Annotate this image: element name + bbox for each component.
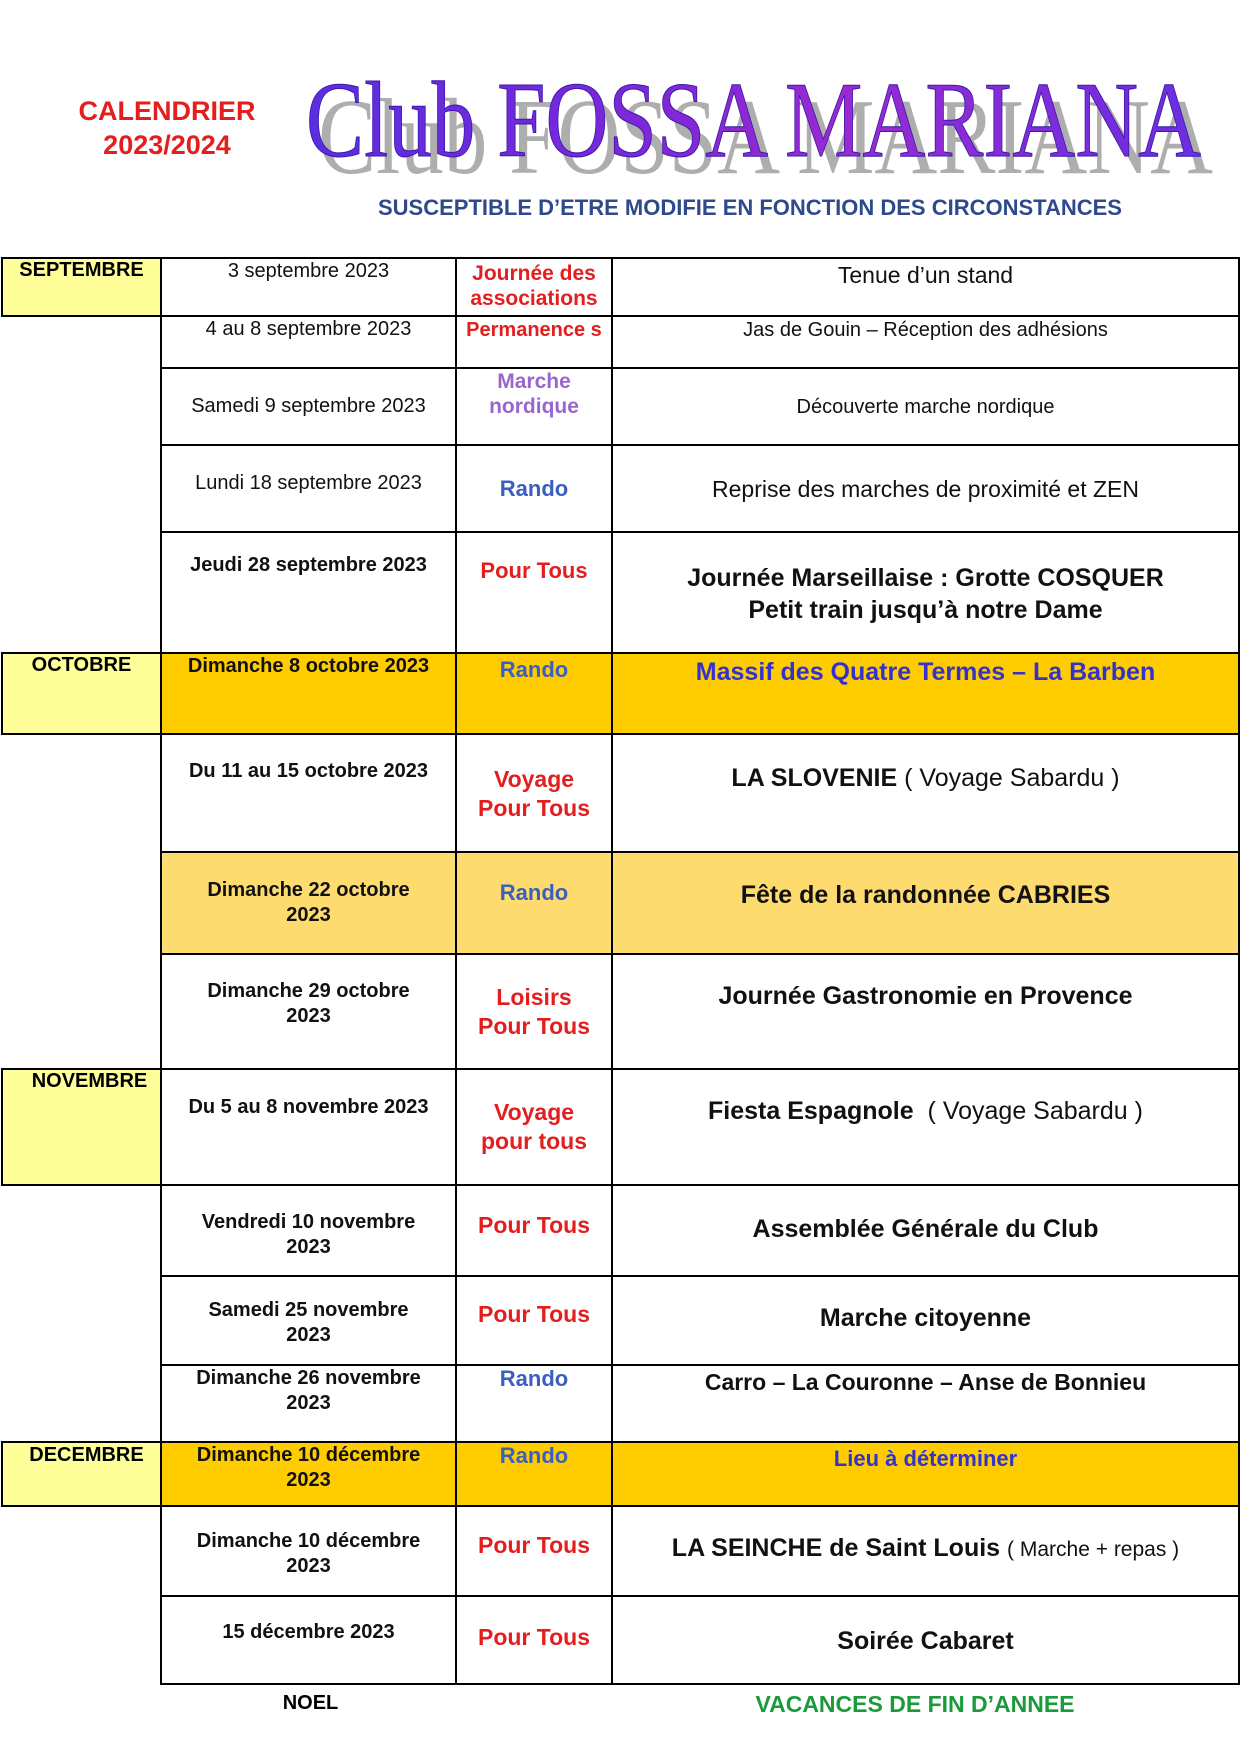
calendar-title bbox=[52, 94, 282, 162]
date-line: 2023 bbox=[286, 1469, 331, 1491]
event-title: Fiesta Espagnole bbox=[708, 1097, 914, 1125]
club-title-shadow: Club FOSSA MARIANA bbox=[318, 78, 1213, 197]
calendar-title-line2: 2023/2024 bbox=[103, 130, 231, 160]
event-cell: Massif des Quatre Termes – La Barben bbox=[612, 653, 1239, 734]
table-row bbox=[2, 1442, 1239, 1506]
category-cell: Rando bbox=[456, 1365, 612, 1442]
month-cell-empty bbox=[2, 1596, 161, 1684]
category-cell: Marche nordique bbox=[456, 368, 612, 445]
month-cell-empty bbox=[2, 532, 161, 653]
month-cell-empty bbox=[2, 1365, 161, 1442]
month-cell-empty bbox=[2, 445, 161, 532]
date-cell bbox=[161, 852, 456, 954]
event-cell: Carro – La Couronne – Anse de Bonnieu bbox=[612, 1365, 1239, 1442]
category-cell: Pour Tous bbox=[456, 1596, 612, 1684]
date-line: 2023 bbox=[286, 1555, 331, 1577]
date-cell: Jeudi 28 septembre 2023 bbox=[161, 532, 456, 653]
table-row bbox=[2, 316, 1239, 368]
table-row bbox=[2, 445, 1239, 532]
date-cell bbox=[161, 954, 456, 1069]
table-row bbox=[2, 368, 1239, 445]
date-line: 2023 bbox=[286, 1236, 331, 1258]
date-line: Samedi 25 novembre bbox=[208, 1299, 409, 1321]
event-cell bbox=[612, 532, 1239, 653]
table-row bbox=[2, 954, 1239, 1069]
date-line: Dimanche 29 octobre bbox=[207, 980, 410, 1002]
table-row bbox=[2, 1185, 1239, 1276]
month-cell-empty bbox=[2, 954, 161, 1069]
table-row bbox=[2, 1276, 1239, 1365]
table-row bbox=[2, 1506, 1239, 1596]
date-line: 2023 bbox=[286, 1005, 331, 1027]
month-cell-empty bbox=[2, 368, 161, 445]
table-row bbox=[2, 734, 1239, 852]
event-cell bbox=[612, 1506, 1239, 1596]
date-cell: Lundi 18 septembre 2023 bbox=[161, 445, 456, 532]
date-cell bbox=[161, 1442, 456, 1506]
event-cell: Journée Gastronomie en Provence bbox=[612, 954, 1239, 1069]
date-cell bbox=[161, 1365, 456, 1442]
table-row bbox=[2, 1365, 1239, 1442]
category-line: Pour Tous bbox=[477, 1013, 590, 1039]
date-cell: Du 11 au 15 octobre 2023 bbox=[161, 734, 456, 852]
event-note: ( Marche + repas ) bbox=[1007, 1538, 1180, 1561]
category-cell: Journée des associations bbox=[456, 258, 612, 316]
category-line: Loisirs bbox=[496, 984, 572, 1010]
category-cell: Pour Tous bbox=[456, 1185, 612, 1276]
event-cell: Lieu à déterminer bbox=[612, 1442, 1239, 1506]
date-line: 2023 bbox=[286, 904, 331, 926]
category-cell: Pour Tous bbox=[456, 1506, 612, 1596]
date-cell: Dimanche 8 octobre 2023 bbox=[161, 653, 456, 734]
event-cell bbox=[612, 734, 1239, 852]
date-cell bbox=[161, 1276, 456, 1365]
table-row bbox=[2, 653, 1239, 734]
event-note: ( Voyage Sabardu ) bbox=[927, 1097, 1143, 1125]
date-line: Dimanche 10 décembre bbox=[196, 1444, 421, 1466]
month-cell-empty bbox=[2, 734, 161, 852]
date-cell: Du 5 au 8 novembre 2023 bbox=[161, 1069, 456, 1185]
month-cell-november: NOVEMBRE bbox=[2, 1069, 161, 1185]
table-row bbox=[2, 258, 1239, 316]
event-cell: Fête de la randonnée CABRIES bbox=[612, 852, 1239, 954]
category-line: Pour Tous bbox=[477, 795, 590, 821]
event-cell: Jas de Gouin – Réception des adhésions bbox=[612, 316, 1239, 368]
club-title-text: Club FOSSA MARIANA bbox=[306, 61, 1201, 180]
date-line: Dimanche 22 octobre bbox=[207, 879, 410, 901]
category-cell: Permanence s bbox=[456, 316, 612, 368]
event-line: Petit train jusqu’à notre Dame bbox=[748, 596, 1103, 624]
table-row bbox=[2, 532, 1239, 653]
month-cell-september: SEPTEMBRE bbox=[2, 258, 161, 316]
event-line: Journée Marseillaise : Grotte COSQUER bbox=[687, 564, 1164, 592]
date-cell: 3 septembre 2023 bbox=[161, 258, 456, 316]
footer-vacances: VACANCES DE FIN D’ANNEE bbox=[755, 1691, 1075, 1717]
table-row bbox=[2, 1069, 1239, 1185]
table-row bbox=[2, 852, 1239, 954]
date-cell bbox=[161, 1506, 456, 1596]
date-cell: 4 au 8 septembre 2023 bbox=[161, 316, 456, 368]
month-cell-empty bbox=[2, 1276, 161, 1365]
event-cell bbox=[612, 1069, 1239, 1185]
category-cell: Pour Tous bbox=[456, 1276, 612, 1365]
table-row bbox=[2, 1596, 1239, 1684]
category-line: Voyage bbox=[493, 766, 575, 792]
category-cell: Pour Tous bbox=[456, 532, 612, 653]
category-line: pour tous bbox=[480, 1128, 588, 1154]
event-cell: Découverte marche nordique bbox=[612, 368, 1239, 445]
month-cell-october: OCTOBRE bbox=[2, 653, 161, 734]
calendar-table bbox=[1, 257, 1240, 1685]
category-line: Voyage bbox=[493, 1099, 575, 1125]
subtitle: SUSCEPTIBLE D’ETRE MODIFIE EN FONCTION DES CIRCONSTANCES bbox=[378, 195, 1122, 220]
calendar-title-line1: CALENDRIER bbox=[78, 96, 256, 126]
month-cell-empty bbox=[2, 852, 161, 954]
event-cell: Reprise des marches de proximité et ZEN bbox=[612, 445, 1239, 532]
footer-noel: NOEL bbox=[282, 1692, 339, 1714]
event-title: LA SLOVENIE bbox=[731, 764, 898, 792]
date-line: 2023 bbox=[286, 1324, 331, 1346]
category-cell bbox=[456, 954, 612, 1069]
club-title-wordart bbox=[300, 48, 1220, 208]
category-cell: Rando bbox=[456, 445, 612, 532]
month-cell-empty bbox=[2, 1506, 161, 1596]
event-note: ( Voyage Sabardu ) bbox=[904, 764, 1120, 792]
event-title: LA SEINCHE de Saint Louis bbox=[671, 1534, 1001, 1562]
event-cell: Soirée Cabaret bbox=[612, 1596, 1239, 1684]
event-cell: Tenue d’un stand bbox=[612, 258, 1239, 316]
category-cell bbox=[456, 1069, 612, 1185]
date-cell: Samedi 9 septembre 2023 bbox=[161, 368, 456, 445]
month-cell-december: DECEMBRE bbox=[2, 1442, 161, 1506]
date-cell bbox=[161, 1185, 456, 1276]
category-cell: Rando bbox=[456, 653, 612, 734]
category-cell: Rando bbox=[456, 1442, 612, 1506]
event-cell: Assemblée Générale du Club bbox=[612, 1185, 1239, 1276]
event-cell: Marche citoyenne bbox=[612, 1276, 1239, 1365]
category-cell bbox=[456, 734, 612, 852]
date-line: 2023 bbox=[286, 1392, 331, 1414]
month-cell-empty bbox=[2, 316, 161, 368]
date-line: Dimanche 10 décembre bbox=[196, 1530, 421, 1552]
date-line: Vendredi 10 novembre bbox=[201, 1211, 416, 1233]
category-cell: Rando bbox=[456, 852, 612, 954]
date-line: Dimanche 26 novembre bbox=[196, 1367, 421, 1389]
date-cell: 15 décembre 2023 bbox=[161, 1596, 456, 1684]
month-cell-empty bbox=[2, 1185, 161, 1276]
